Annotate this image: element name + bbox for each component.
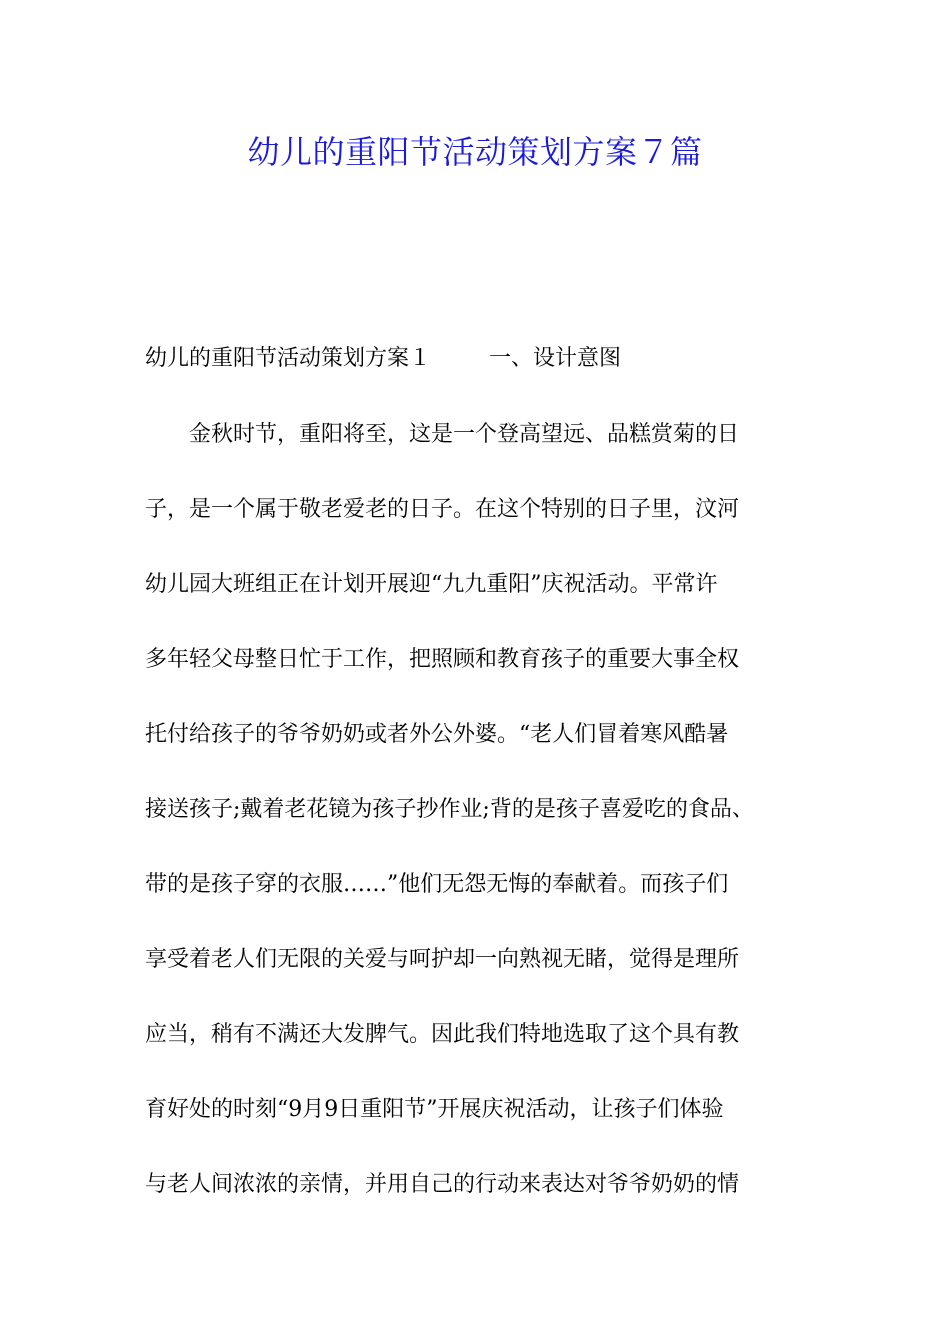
paragraph-line: 享受着老人们无限的关爱与呵护却一向熟视无睹，觉得是理所 — [145, 947, 740, 972]
paragraph-line: 应当，稍有不满还大发脾气。因此我们特地选取了这个具有教 — [145, 1022, 740, 1047]
section-heading-line — [145, 342, 825, 376]
paragraph-line: 带的是孩子穿的衣服……”他们无怨无悔的奉献着。而孩子们 — [145, 872, 729, 897]
paragraph-line: 与老人间浓浓的亲情，并用自己的行动来表达对爷爷奶奶的情 — [145, 1172, 740, 1197]
subheading: 一、设计意图 — [489, 346, 622, 371]
paragraph-line: 多年轻父母整日忙于工作，把照顾和教育孩子的重要大事全权 — [145, 647, 740, 672]
paragraph-line: 子，是一个属于敬老爱老的日子。在这个特别的日子里，汶河 — [145, 497, 740, 522]
paragraph-line: 育好处的时刻“9月9日重阳节”开展庆祝活动，让孩子们体验 — [145, 1097, 724, 1122]
paragraph-line: 托付给孩子的爷爷奶奶或者外公外婆。“老人们冒着寒风酷暑 — [145, 722, 729, 747]
paragraph-line: 幼儿园大班组正在计划开展迎“九九重阳”庆祝活动。平常许 — [145, 572, 718, 597]
paragraph-line: 金秋时节，重阳将至，这是一个登高望远、品糕赏菊的日 — [145, 422, 740, 447]
section-heading: 幼儿的重阳节活动策划方案１ — [145, 346, 432, 371]
document-title: 幼儿的重阳节活动策划方案７篇 — [247, 133, 703, 171]
paragraph-line: 接送孩子;戴着老花镜为孩子抄作业;背的是孩子喜爱吃的食品、 — [145, 797, 754, 822]
